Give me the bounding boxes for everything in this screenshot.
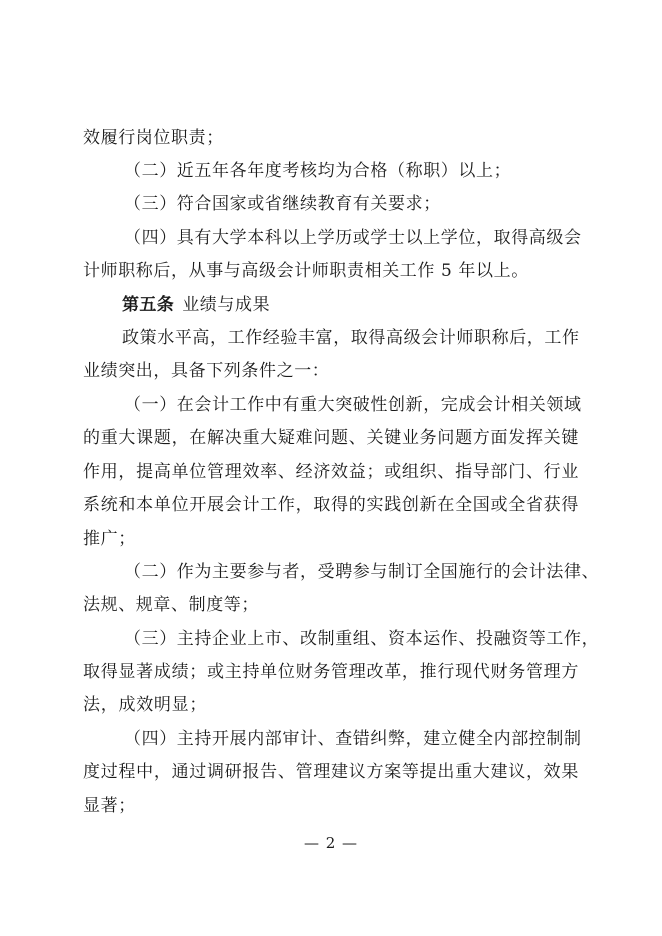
text-line: 取得显著成绩；或主持单位财务管理改革，推行现代财务管理方 <box>83 662 579 682</box>
article-number: 第五条 <box>122 295 175 315</box>
text-line: （二）作为主要参与者，受聘参与制订全国施行的会计法律、 <box>124 562 600 582</box>
text-line: 计师职称后，从事与高级会计师职责相关工作 5 年以上。 <box>83 261 529 281</box>
text-line: （二）近五年各年度考核均为合格（称职）以上； <box>124 161 512 181</box>
text-line: 法，成效明显； <box>83 695 207 715</box>
text-line: （三）符合国家或省继续教育有关要求； <box>124 194 441 214</box>
text-line: （一）在会计工作中有重大突破性创新，完成会计相关领域 <box>124 395 582 415</box>
text-line: 法规、规章、制度等； <box>83 595 259 615</box>
text-line: （四）主持开展内部审计、查错纠弊，建立健全内部控制制 <box>124 729 582 749</box>
article-title: 业绩与成果 <box>182 295 271 315</box>
text-line: 推广； <box>83 529 136 549</box>
text-line: 的重大课题，在解决重大疑难问题、关键业务问题方面发挥关键 <box>83 428 579 448</box>
text-line: （三）主持企业上市、改制重组、资本运作、投融资等工作， <box>124 629 600 649</box>
text-line: 政策水平高，工作经验丰富，取得高级会计师职称后，工作 <box>122 328 580 348</box>
page-number: — 2 — <box>303 834 359 852</box>
text-line: 作用，提高单位管理效率、经济效益；或组织、指导部门、行业 <box>83 462 579 482</box>
text-line: 系统和本单位开展会计工作，取得的实践创新在全国或全省获得 <box>83 495 579 515</box>
text-line: 显著； <box>83 796 136 816</box>
article-heading <box>122 294 270 316</box>
text-line: （四）具有大学本科以上学历或学士以上学位，取得高级会 <box>124 228 582 248</box>
text-line: 业绩突出，具备下列条件之一： <box>83 361 330 381</box>
text-line: 效履行岗位职责； <box>83 128 224 148</box>
text-line: 度过程中，通过调研报告、管理建议方案等提出重大建议，效果 <box>83 762 579 782</box>
